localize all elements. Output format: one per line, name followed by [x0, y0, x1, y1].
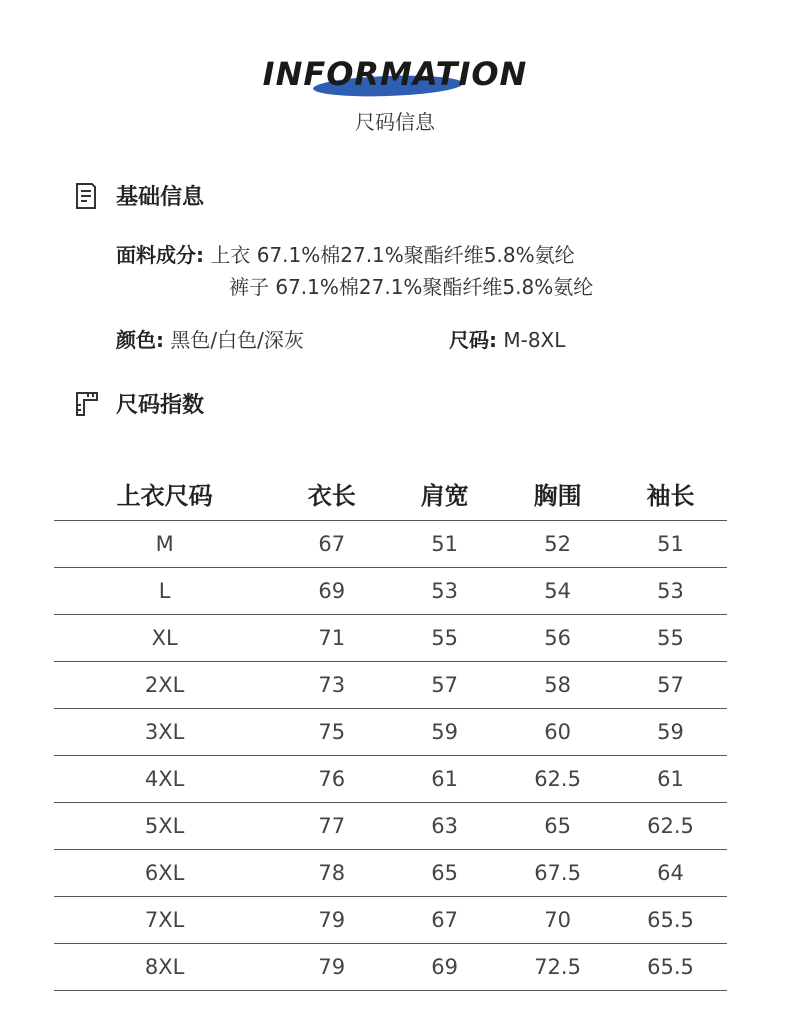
cell-length: 75	[275, 709, 388, 756]
page-title: INFORMATION	[262, 55, 528, 93]
table-row	[54, 709, 727, 756]
cell-shoulder: 63	[388, 803, 501, 850]
cell-chest: 65	[501, 803, 614, 850]
cell-shoulder: 67	[388, 897, 501, 944]
table-row	[54, 944, 727, 991]
cell-size: 8XL	[54, 944, 275, 991]
cell-shoulder: 65	[388, 850, 501, 897]
table-row	[54, 756, 727, 803]
size-table	[54, 466, 727, 991]
cell-shoulder: 53	[388, 568, 501, 615]
table-header-row	[54, 466, 727, 521]
cell-length: 79	[275, 944, 388, 991]
fabric-label: 面料成分:	[116, 243, 204, 267]
cell-sleeve: 59	[614, 709, 727, 756]
cell-length: 73	[275, 662, 388, 709]
cell-size: 4XL	[54, 756, 275, 803]
cell-chest: 70	[501, 897, 614, 944]
cell-sleeve: 55	[614, 615, 727, 662]
cell-shoulder: 61	[388, 756, 501, 803]
cell-shoulder: 55	[388, 615, 501, 662]
header-sleeve: 袖长	[614, 466, 727, 521]
cell-size: 7XL	[54, 897, 275, 944]
cell-sleeve: 65.5	[614, 897, 727, 944]
cell-size: XL	[54, 615, 275, 662]
cell-shoulder: 57	[388, 662, 501, 709]
cell-size: 6XL	[54, 850, 275, 897]
cell-size: 2XL	[54, 662, 275, 709]
table-row	[54, 568, 727, 615]
title-wrap	[263, 52, 528, 96]
page-header	[0, 52, 790, 135]
cell-chest: 67.5	[501, 850, 614, 897]
table-row	[54, 615, 727, 662]
cell-sleeve: 65.5	[614, 944, 727, 991]
table-row	[54, 897, 727, 944]
cell-length: 77	[275, 803, 388, 850]
header-size: 上衣尺码	[54, 466, 275, 521]
cell-length: 71	[275, 615, 388, 662]
fabric-line-top	[116, 239, 575, 268]
size-index-title: 尺码指数	[116, 393, 205, 418]
cell-length: 79	[275, 897, 388, 944]
cell-chest: 62.5	[501, 756, 614, 803]
size-range-line	[449, 324, 565, 353]
cell-shoulder: 59	[388, 709, 501, 756]
cell-sleeve: 62.5	[614, 803, 727, 850]
cell-size: M	[54, 521, 275, 568]
fabric-top-value: 上衣 67.1%棉27.1%聚酯纤维5.8%氨纶	[210, 243, 575, 267]
cell-sleeve: 64	[614, 850, 727, 897]
color-label: 颜色:	[116, 328, 164, 352]
ruler-icon	[74, 390, 102, 418]
header-shoulder: 肩宽	[388, 466, 501, 521]
cell-shoulder: 51	[388, 521, 501, 568]
table-row	[54, 521, 727, 568]
cell-size: L	[54, 568, 275, 615]
cell-sleeve: 57	[614, 662, 727, 709]
basic-info-title: 基础信息	[116, 185, 205, 210]
cell-chest: 54	[501, 568, 614, 615]
size-range-value: M-8XL	[503, 328, 566, 352]
cell-size: 3XL	[54, 709, 275, 756]
fabric-line-pants	[229, 271, 593, 300]
cell-size: 5XL	[54, 803, 275, 850]
basic-info-heading	[74, 180, 204, 211]
table-row	[54, 850, 727, 897]
cell-sleeve: 53	[614, 568, 727, 615]
cell-chest: 52	[501, 521, 614, 568]
header-chest: 胸围	[501, 466, 614, 521]
header-length: 衣长	[275, 466, 388, 521]
cell-chest: 56	[501, 615, 614, 662]
page-subtitle: 尺码信息	[355, 110, 435, 134]
document-icon	[74, 182, 102, 210]
size-range-label: 尺码:	[449, 328, 497, 352]
cell-sleeve: 51	[614, 521, 727, 568]
size-index-heading	[74, 388, 204, 419]
cell-length: 76	[275, 756, 388, 803]
color-line	[116, 324, 304, 353]
fabric-pants-value: 裤子 67.1%棉27.1%聚酯纤维5.8%氨纶	[229, 275, 594, 299]
table-row	[54, 662, 727, 709]
table-row	[54, 803, 727, 850]
cell-chest: 72.5	[501, 944, 614, 991]
cell-shoulder: 69	[388, 944, 501, 991]
cell-length: 69	[275, 568, 388, 615]
cell-length: 78	[275, 850, 388, 897]
cell-chest: 60	[501, 709, 614, 756]
color-value: 黑色/白色/深灰	[170, 328, 304, 352]
cell-sleeve: 61	[614, 756, 727, 803]
cell-chest: 58	[501, 662, 614, 709]
cell-length: 67	[275, 521, 388, 568]
